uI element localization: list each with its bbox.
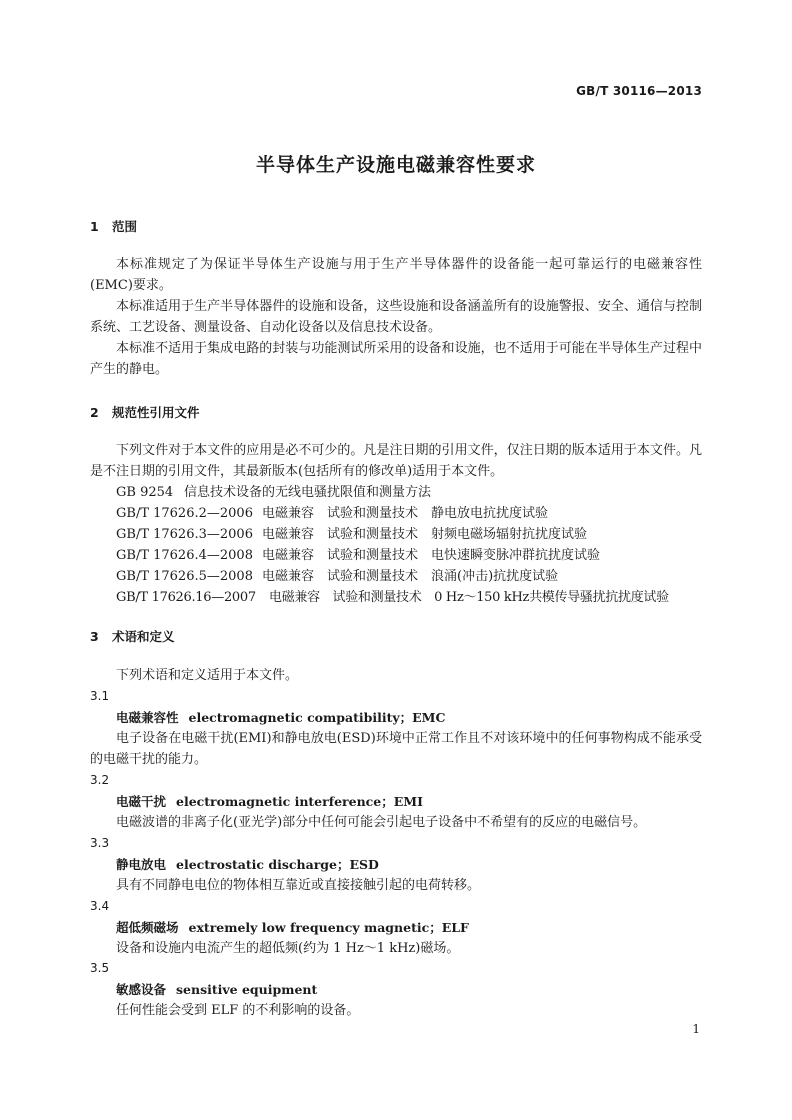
section-title: 规范性引用文件 bbox=[112, 405, 200, 420]
section-number: 2 bbox=[90, 405, 99, 420]
term-name-en: sensitive equipment bbox=[176, 982, 318, 997]
term-name bbox=[90, 917, 702, 938]
reference-title: 电磁兼容 试验和测量技术 0 Hz～150 kHz共模传导骚扰抗扰度试验 bbox=[269, 590, 669, 605]
term-definition: 任何性能会受到 ELF 的不利影响的设备。 bbox=[116, 1003, 360, 1018]
reference-code: GB/T 17626.16—2007 bbox=[116, 590, 256, 605]
reference-item bbox=[116, 566, 716, 587]
term-name-en: electromagnetic compatibility；EMC bbox=[188, 710, 446, 725]
scope-text bbox=[90, 254, 702, 380]
term-name-en: electrostatic discharge；ESD bbox=[176, 857, 379, 872]
reference-code: GB/T 17626.4—2008 bbox=[116, 548, 253, 563]
term-name bbox=[90, 854, 702, 875]
term-entry bbox=[90, 770, 702, 833]
reference-item bbox=[116, 503, 716, 524]
standard-code-header: GB/T 30116—2013 bbox=[576, 84, 702, 98]
paragraph: 本标准适用于生产半导体器件的设施和设备，这些设施和设备涵盖所有的设施警报、安全、通信与控制系统、工艺设备、测量设备、自动化设备以及信息技术设备。 bbox=[90, 299, 702, 335]
paragraph: 下列术语和定义适用于本文件。 bbox=[116, 668, 299, 683]
term-entry bbox=[90, 833, 702, 896]
term-name-zh: 敏感设备 bbox=[116, 982, 167, 997]
paragraph: 本标准规定了为保证半导体生产设施与用于生产半导体器件的设备能一起可靠运行的电磁兼容性(EMC)要求。 bbox=[90, 257, 702, 293]
term-entry bbox=[90, 896, 702, 959]
normative-intro bbox=[90, 440, 702, 482]
term-name-zh: 静电放电 bbox=[116, 857, 167, 872]
section-heading-normative-references bbox=[90, 403, 200, 421]
term-name-zh: 电磁兼容性 bbox=[116, 710, 179, 725]
page-number: 1 bbox=[692, 1022, 700, 1036]
term-name bbox=[90, 707, 702, 728]
reference-item bbox=[116, 482, 716, 503]
section-title: 范围 bbox=[112, 219, 138, 234]
document-title: 半导体生产设施电磁兼容性要求 bbox=[255, 154, 536, 176]
term-definition: 具有不同静电电位的物体相互靠近或直接接触引起的电荷转移。 bbox=[116, 878, 481, 893]
term-number: 3.1 bbox=[90, 689, 110, 703]
reference-title: 信息技术设备的无线电骚扰限值和测量方法 bbox=[184, 485, 432, 500]
term-entry bbox=[90, 686, 702, 770]
reference-title: 电磁兼容 试验和测量技术 射频电磁场辐射抗扰度试验 bbox=[262, 527, 588, 542]
term-entry bbox=[90, 958, 702, 1021]
term-name-zh: 超低频磁场 bbox=[116, 920, 179, 935]
reference-item bbox=[116, 587, 716, 608]
term-number: 3.3 bbox=[90, 836, 110, 850]
term-number: 3.2 bbox=[90, 773, 110, 787]
reference-code: GB 9254 bbox=[116, 485, 174, 500]
reference-item bbox=[116, 545, 716, 566]
term-name bbox=[90, 791, 702, 812]
reference-title: 电磁兼容 试验和测量技术 浪涌(冲击)抗扰度试验 bbox=[262, 569, 559, 584]
reference-code: GB/T 17626.5—2008 bbox=[116, 569, 253, 584]
section-heading-scope bbox=[90, 217, 137, 235]
term-number: 3.4 bbox=[90, 899, 110, 913]
term-name-en: electromagnetic interference；EMI bbox=[176, 794, 423, 809]
section-number: 1 bbox=[90, 219, 99, 234]
term-name bbox=[90, 979, 702, 1000]
reference-list bbox=[116, 482, 716, 608]
section-title: 术语和定义 bbox=[112, 629, 175, 644]
paragraph: 下列文件对于本文件的应用是必不可少的。凡是注日期的引用文件，仅注日期的版本适用于本文件。凡是不注日期的引用文件，其最新版本(包括所有的修改单)适用于本文件。 bbox=[90, 443, 702, 479]
section-heading-terms bbox=[90, 627, 175, 645]
term-definition: 电磁波谱的非离子化(亚光学)部分中任何可能会引起电子设备中不希望有的反应的电磁信号。 bbox=[116, 815, 647, 830]
paragraph: 本标准不适用于集成电路的封装与功能测试所采用的设备和设施，也不适用于可能在半导体生产过程中产生的静电。 bbox=[90, 341, 702, 377]
term-name-zh: 电磁干扰 bbox=[116, 794, 167, 809]
reference-code: GB/T 17626.2—2006 bbox=[116, 506, 253, 521]
section-number: 3 bbox=[90, 629, 99, 644]
terms-intro bbox=[90, 665, 702, 686]
term-definition: 设备和设施内电流产生的超低频(约为 1 Hz～1 kHz)磁场。 bbox=[116, 941, 460, 956]
term-number: 3.5 bbox=[90, 961, 110, 975]
reference-title: 电磁兼容 试验和测量技术 电快速瞬变脉冲群抗扰度试验 bbox=[262, 548, 601, 563]
reference-title: 电磁兼容 试验和测量技术 静电放电抗扰度试验 bbox=[262, 506, 549, 521]
reference-code: GB/T 17626.3—2006 bbox=[116, 527, 253, 542]
term-definition: 电子设备在电磁干扰(EMI)和静电放电(ESD)环境中正常工作且不对该环境中的任何事物构成不能承受的电磁干扰的能力。 bbox=[90, 731, 702, 767]
term-name-en: extremely low frequency magnetic；ELF bbox=[188, 920, 469, 935]
reference-item bbox=[116, 524, 716, 545]
